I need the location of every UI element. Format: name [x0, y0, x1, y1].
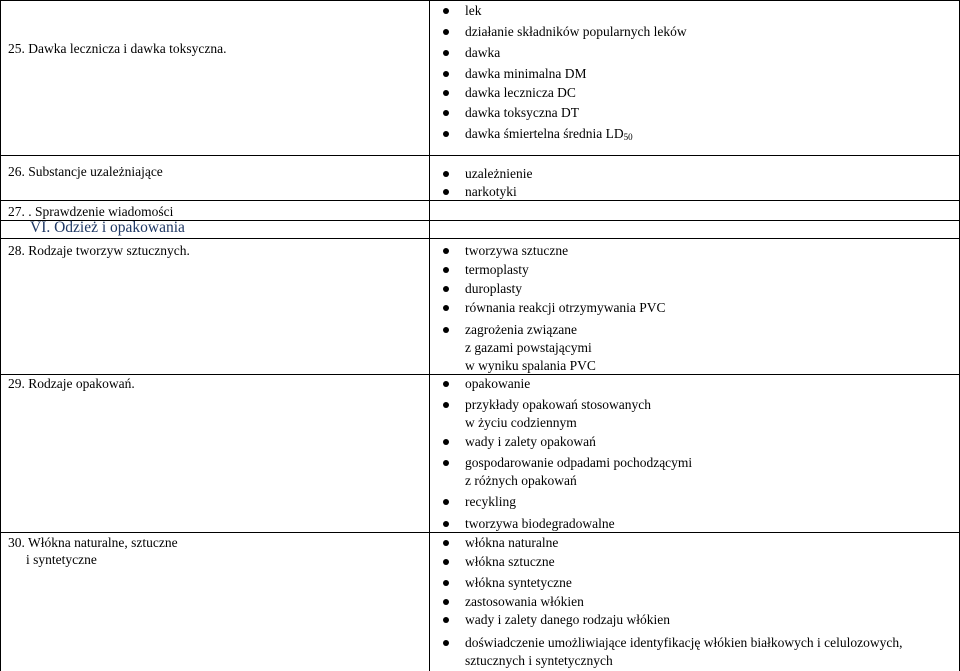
- row-26-topic: 26. Substancje uzależniające: [8, 164, 163, 179]
- bullet-przyklady-line2: w życiu codziennym: [465, 415, 577, 430]
- bullet-doswiadczenie-line2: sztucznych i syntetycznych: [465, 653, 613, 668]
- bullet-dot: [443, 540, 449, 546]
- bullet-dot: [443, 439, 449, 445]
- bullet-dot: [443, 640, 449, 646]
- bullet-dot: [443, 460, 449, 466]
- bullet-dot: [443, 248, 449, 254]
- row-divider: [0, 200, 960, 201]
- bullet-dot: [443, 90, 449, 96]
- bullet-dot: [443, 131, 449, 137]
- bullet-dot: [443, 402, 449, 408]
- row-27-topic: 27. . Sprawdzenie wiadomości: [8, 204, 174, 219]
- bullet-dot: [443, 286, 449, 292]
- section-heading-vi: VI. Odzież i opakowania: [30, 219, 185, 236]
- bullet-dot: [443, 381, 449, 387]
- bullet-dot: [443, 580, 449, 586]
- bullet-dot: [443, 617, 449, 623]
- table-border-top: [0, 0, 960, 1]
- bullet-dot: [443, 171, 449, 177]
- row-30-topic-line1: 30. Włókna naturalne, sztuczne: [8, 535, 178, 550]
- row-25-topic: 25. Dawka lecznicza i dawka toksyczna.: [8, 41, 227, 56]
- row-28-topic: 28. Rodzaje tworzyw sztucznych.: [8, 243, 190, 258]
- table-column-divider: [429, 0, 430, 671]
- bullet-dot: [443, 305, 449, 311]
- bullet-dot: [443, 8, 449, 14]
- bullet-dot: [443, 110, 449, 116]
- bullet-dot: [443, 71, 449, 77]
- bullet-zagrozenia-line2: z gazami powstającymi: [465, 340, 592, 355]
- table-border-left: [0, 0, 1, 671]
- row-29-topic: 29. Rodzaje opakowań.: [8, 376, 135, 391]
- row-divider: [0, 155, 960, 156]
- bullet-dot: [443, 189, 449, 195]
- bullet-dot: [443, 599, 449, 605]
- row-divider: [0, 238, 960, 239]
- bullet-dot: [443, 29, 449, 35]
- row-divider: [0, 374, 960, 375]
- bullet-zagrozenia-line3: w wyniku spalania PVC: [465, 358, 596, 373]
- row-30-topic-line2: i syntetyczne: [26, 552, 97, 567]
- ld-subscript: 50: [623, 132, 633, 142]
- bullet-dot: [443, 499, 449, 505]
- bullet-dot: [443, 50, 449, 56]
- bullet-gospodarowanie-line2: z różnych opakowań: [465, 473, 577, 488]
- bullet-dot: [443, 521, 449, 527]
- bullet-dot: [443, 267, 449, 273]
- bullet-dot: [443, 327, 449, 333]
- bullet-dot: [443, 559, 449, 565]
- ld-text: dawka śmiertelna średnia LD: [465, 126, 624, 141]
- row-divider: [0, 532, 960, 533]
